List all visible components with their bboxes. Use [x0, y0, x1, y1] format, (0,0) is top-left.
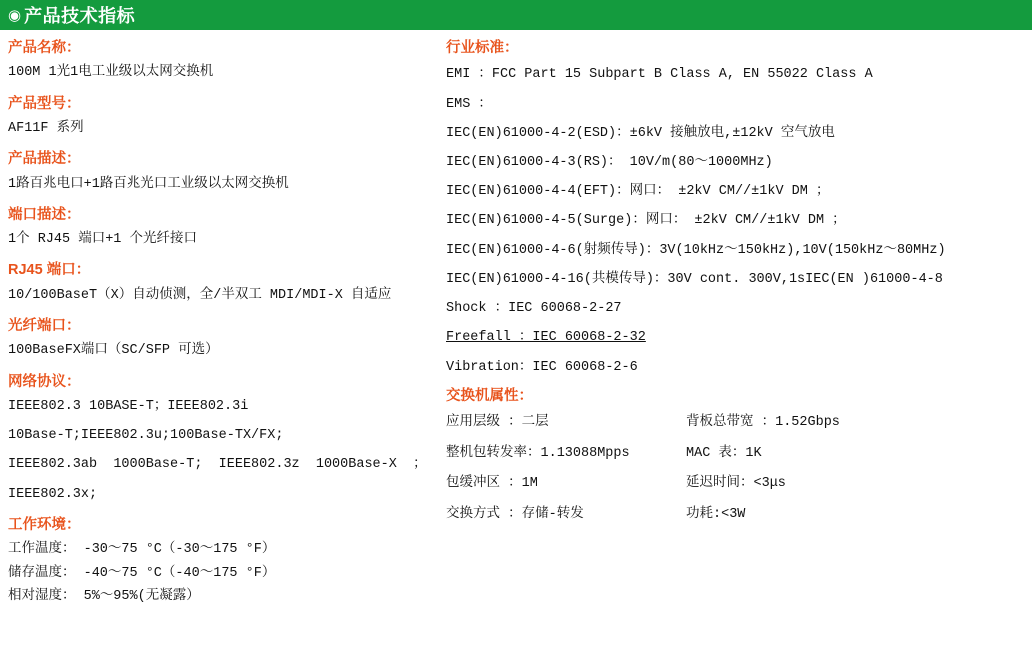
section-heading-switch-attributes: 交换机属性： — [446, 387, 533, 404]
page-header — [0, 0, 1032, 30]
network-protocol-line-1: IEEE802.3 10BASE-T；IEEE802.3i — [8, 399, 249, 415]
attr-power-consumption: 功耗:<3W — [686, 506, 746, 522]
storage-temperature-value: 储存温度： -40～75 °C（-40～175 °F） — [8, 565, 276, 581]
left-column — [0, 40, 440, 611]
operating-temperature-value: 工作温度： -30～75 °C（-30～175 °F） — [8, 542, 276, 558]
attr-forwarding-rate: 整机包转发率：1.13088Mpps — [446, 445, 630, 461]
section-heading-operating-environment: 工作环境： — [8, 516, 81, 533]
circle-bullet-icon: ◉ — [8, 6, 22, 24]
fiber-port-value: 100BaseFX端口（SC/SFP 可选） — [8, 343, 219, 359]
standard-line-esd: IEC(EN)61000-4-2(ESD)：±6kV 接触放电,±12kV 空气放电 — [446, 125, 835, 141]
standard-line-rs: IEC(EN)61000-4-3(RS)： 10V/m(80～1000MHz) — [446, 155, 773, 171]
rj45-port-value: 10/100BaseT（X）自动侦测，全/半双工 MDI/MDI-X 自适应 — [8, 287, 392, 303]
standard-line-cm: IEC(EN)61000-4-16(共模传导)：30V cont. 300V,1sIEC(EN )61000-4-8 — [446, 271, 943, 287]
network-protocol-line-3: IEEE802.3ab 1000Base-T; IEEE802.3z 1000Base-X ； — [8, 457, 427, 473]
attr-packet-buffer: 包缓冲区 ：1M — [446, 476, 538, 492]
attr-mac-table: MAC 表：1K — [686, 445, 762, 461]
switch-attributes-grid — [446, 414, 1032, 523]
standard-line-cs: IEC(EN)61000-4-6(射频传导)：3V(10kHz～150kHz),10V(150kHz～80MHz) — [446, 242, 946, 258]
section-heading-product-name: 产品名称： — [8, 40, 81, 56]
standard-line-surge: IEC(EN)61000-4-5(Surge)：网口： ±2kV CM//±1kV DM ； — [446, 213, 846, 229]
section-heading-description: 产品描述： — [8, 151, 81, 168]
standard-line-vibration: Vibration：IEC 60068-2-6 — [446, 359, 638, 375]
content-columns — [0, 30, 1032, 611]
section-heading-network-protocol: 网络协议： — [8, 373, 81, 390]
section-heading-rj45-port: RJ45 端口： — [8, 262, 91, 279]
standard-line-freefall — [446, 329, 1032, 347]
industry-standards-list — [446, 66, 1032, 376]
operating-environment-block — [8, 541, 440, 606]
attr-application-layer: 应用层级 ：二层 — [446, 415, 549, 431]
standard-line-emi: EMI ：FCC Part 15 Subpart B Class A, EN 55022 Class A — [446, 67, 873, 83]
port-description-value: 1个 RJ45 端口+1 个光纤接口 — [8, 232, 198, 248]
product-name-value: 100M 1光1电工业级以太网交换机 — [8, 65, 214, 81]
standard-line-freefall-text: Freefall ：IEC 60068-2-32 — [446, 330, 646, 346]
standard-line-ems: EMS ： — [446, 96, 492, 112]
section-heading-industry-standards: 行业标准： — [446, 40, 519, 56]
standard-line-shock: Shock ：IEC 60068-2-27 — [446, 301, 622, 317]
relative-humidity-value: 相对湿度： 5%～95%(无凝露） — [8, 588, 200, 604]
standard-line-eft: IEC(EN)61000-4-4(EFT)：网口： ±2kV CM//±1kV DM ； — [446, 184, 830, 200]
network-protocol-line-2: 10Base-T;IEEE802.3u;100Base-TX/FX; — [8, 428, 284, 444]
network-protocol-line-4: IEEE802.3x; — [8, 486, 98, 502]
description-value: 1路百兆电口+1路百兆光口工业级以太网交换机 — [8, 176, 289, 192]
attr-switching-mode: 交换方式 ：存储-转发 — [446, 506, 584, 522]
section-heading-fiber-port: 光纤端口： — [8, 318, 81, 335]
section-heading-port-description: 端口描述： — [8, 206, 81, 223]
model-value: AF11F 系列 — [8, 121, 84, 136]
page-title: 产品技术指标 — [24, 6, 136, 26]
right-column — [440, 40, 1032, 611]
attr-backplane-bandwidth: 背板总带宽 ：1.52Gbps — [686, 415, 840, 431]
attr-latency: 延迟时间：<3μs — [686, 476, 786, 492]
section-heading-model: 产品型号： — [8, 95, 81, 112]
